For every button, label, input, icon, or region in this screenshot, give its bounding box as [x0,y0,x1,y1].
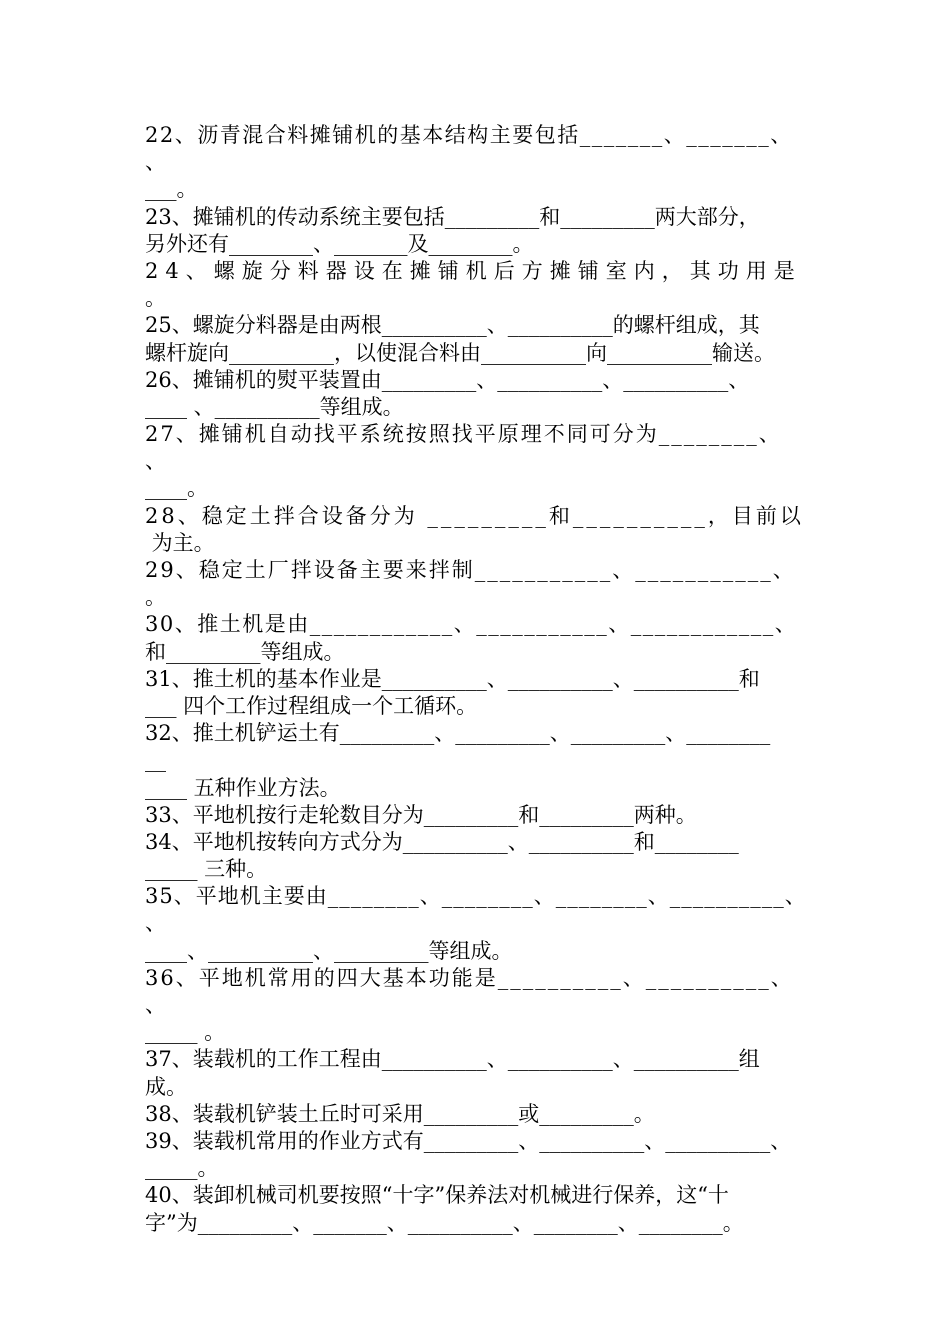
q35-line1: 35、平地机主要由________、________、________、__________、 [145,884,807,909]
q38-line1: 38、装载机铲装土丘时可采用_________或_________。 [145,1101,655,1126]
q36-line2: 、 [145,993,166,1017]
q37-line1: 37、装载机的工作工程由__________、__________、__________组 [145,1047,760,1072]
q28-line1: 28、稳定土拌合设备分为 _________和__________，目前以 [145,503,804,528]
q32-line2: __ [145,748,166,773]
q40-line1: 40、装卸机械司机要按照“十字”保养法对机械进行保养，这“十 [145,1183,729,1208]
q22-line3: ___。 [145,177,198,202]
q31-line1: 31、推土机的基本作业是__________、__________、__________和 [145,666,760,691]
q32-line3: ____ 五种作业方法。 [145,775,341,800]
q32-line1: 32、推土机铲运土有_________、_________、_________、________ [145,721,771,746]
q26-line1: 26、摊铺机的熨平装置由_________、__________、__________、 [145,367,750,392]
document-page [145,122,810,1237]
q27-line3: ____。 [145,476,208,501]
q36-line3: _____ 。 [145,1020,226,1045]
q28-line2: 为主。 [145,530,215,555]
q29-line2: 。 [145,585,166,610]
q25-line1: 25、螺旋分料器是由两根__________、__________的螺杆组成，其 [145,313,760,338]
q27-line2: 、 [145,449,166,474]
q40-line2: 字”为_________、_______、__________、________、________。 [145,1210,744,1235]
q26-line2: ____ 、__________等组成。 [145,394,404,419]
q22-line1: 22、沥青混合料摊铺机的基本结构主要包括_______、_______、 [145,123,793,147]
q39-line2: _____。 [145,1156,219,1181]
q29-line1: 29、稳定土厂拌设备主要来拌制___________、___________、 [145,558,796,582]
q31-line2: ___ 四个工作过程组成一个工循环。 [145,693,478,718]
q24-line2: 。 [145,286,166,311]
q34-line1: 34、平地机按转向方式分为__________、__________和________ [145,829,739,854]
q24-line1: 24、螺旋分料器设在摊铺机后方摊铺室内，其功用是 [145,258,802,283]
q35-line2: 、 [145,911,166,936]
q39-line1: 39、装载机常用的作业方式有_________、__________、__________、 [145,1128,792,1153]
q23-line1: 23、摊铺机的传动系统主要包括_________和_________两大部分， [145,204,760,229]
q25-line2: 螺杆旋向__________，以使混合料由__________向__________输送。 [145,340,775,365]
q33-line1: 33、平地机按行走轮数目分为_________和_________两种。 [145,802,697,827]
q27-line1: 27、摊铺机自动找平系统按照找平原理不同可分为________、 [145,422,782,447]
q36-line1: 36、平地机常用的四大基本功能是__________、__________、 [145,965,794,990]
q35-line3: ____、__________、_________等组成。 [145,938,513,963]
q30-line2: 和_________等组成。 [145,639,345,664]
q37-line2: 成。 [145,1074,187,1099]
q30-line1: 30、推土机是由____________、___________、____________、 [145,612,798,637]
q22-line2: 、 [145,150,166,175]
q23-line2: 另外还有________、_______及________。 [145,231,534,256]
q34-line2: _____ 三种。 [145,857,268,882]
